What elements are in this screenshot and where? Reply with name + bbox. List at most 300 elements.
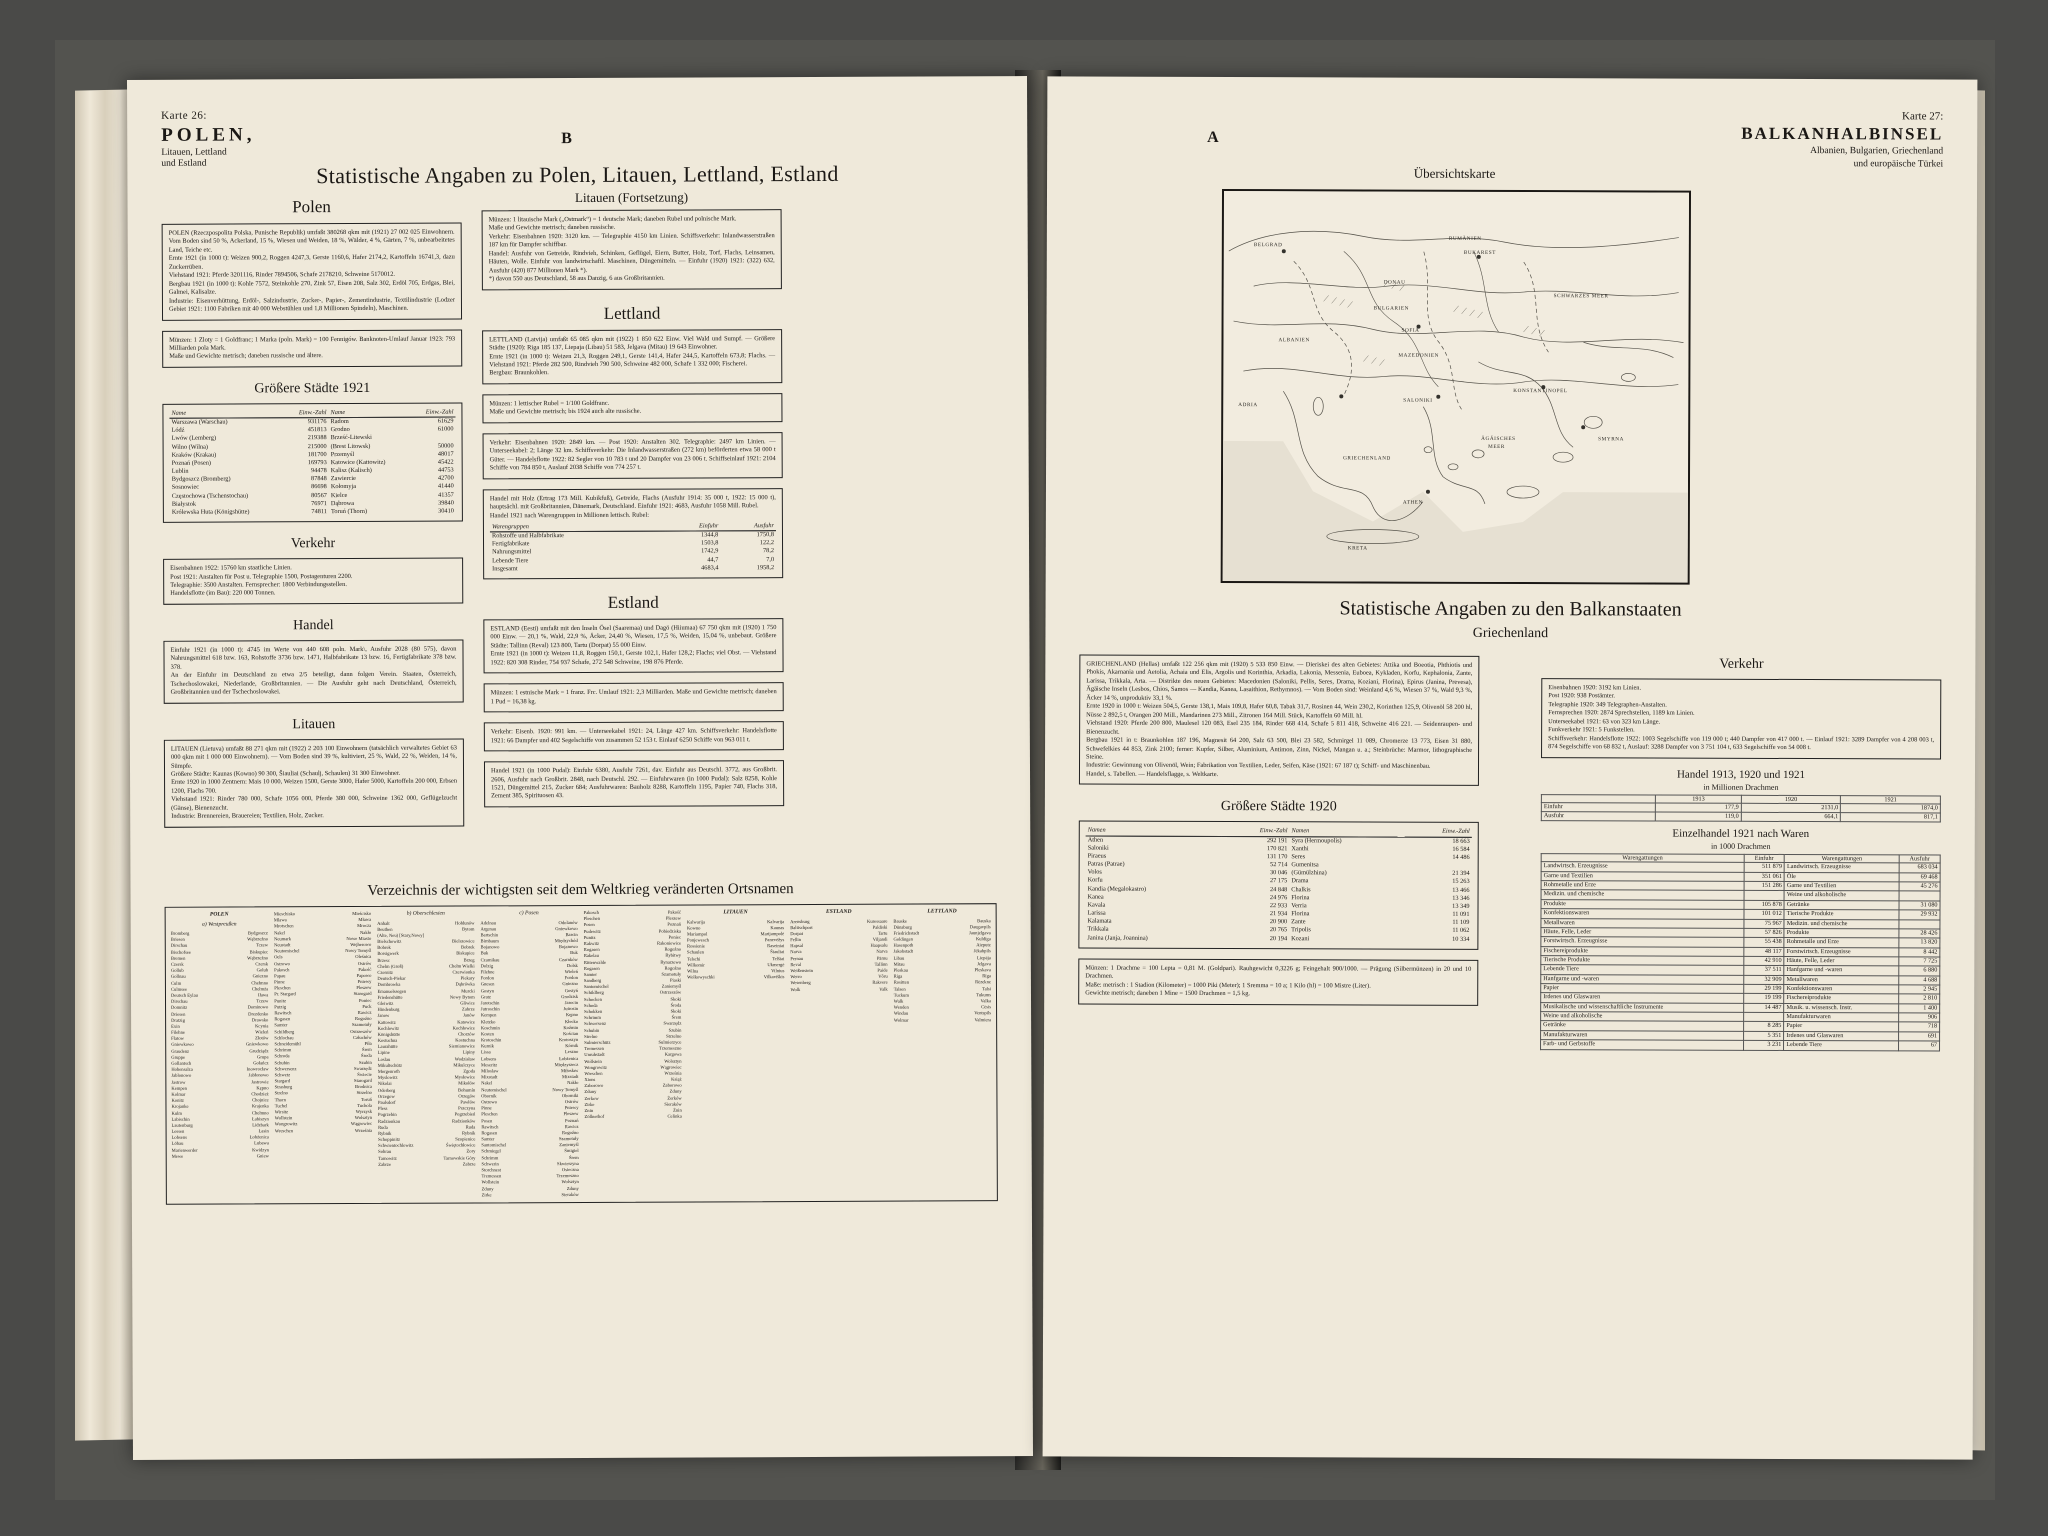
ortsname-new: Chełmża	[251, 986, 269, 992]
ortsname-new: Krajenka	[251, 1103, 269, 1109]
svg-text:BUKAREST: BUKAREST	[1463, 249, 1496, 256]
estland-handel: Handel 1921 (in 1000 Pudal): Einfuhr 6380, Ausfuhr 7261, dav. Einfuhr aus Deutschl. 3772, aus Großbrit. 2606, Ausfuhr nach Großbrit. 2848, nach Deutschl. 292. — Einfuhrwaren (in 1000 Pudal): Salz 8258, Kohle 1521, Düngemittel 215, Zucker 684; Ausfuhrwaren: Bauholz 8288, Kartoffeln 1195, Papier 740, Flachs 318, Zement 385, Spirituosen 43.	[484, 760, 784, 807]
ortsname-old: Nakel	[481, 1080, 493, 1086]
ortsname-new: Valk	[879, 986, 888, 992]
table-cell: Lebende Tiere	[1541, 965, 1744, 975]
ortsname-old: Ruda	[378, 1124, 388, 1130]
ortsname-old: Schrimm	[274, 1047, 292, 1053]
ortsname-old: Lipine	[377, 1050, 390, 1056]
table-cell: 122,2	[759, 539, 775, 547]
ortsname-old: Friedenshütte	[377, 994, 403, 1000]
ortsname-new: Łobżenica	[559, 1055, 579, 1061]
ortsname-new: Orzegów	[458, 1093, 476, 1099]
table-cell: Insgesamt	[492, 565, 518, 573]
ortsname-new: Zaniemyśl	[661, 983, 682, 989]
polen-text: POLEN (Rzeczpospolita Polska, Punische Republik) umfaßt 380268 qkm mit (1921) 27 002 025 Einwohnern. Vom Boden sind 50 %, Ackerland, 15 %, Wiesen und Weiden, 18 %, Wälder, 4 %, Gärten, 7 %, unbearbeitetes Land, Teiche etc. Ernte 1921 (in 1000 t): Weizen 900,2, Roggen 4247,3, Gerste 1160,6, Hafer 2174,2, Kartoffeln 16741,3, dazu Zuckerrüben. Viehstand 1921: Pferde 3201116, Rinder 7894506, Schafe 2178210, Schweine 5170012. Bergbau 1921 (in 1000 t): Kohle 7572, Steinkohle 270, Zink 57, Eisen 208, Salz 302, Erdöl 705, Erdgas, Blei, Galmei, Kalisalze. Industrie: Eisenverhüttung, Erdöl-, Salzindustrie, Zucker-, Papier-, Zementindustrie, Textilindustrie (Lodzer Gebiet 1921: 1100 Fabriken mit 40 000 Webstühlen und 1,8 Millionen Spindeln), Maschinen.	[162, 223, 462, 321]
ortsname-old: Werro	[790, 974, 802, 980]
table-cell: 215000	[307, 442, 327, 450]
table-cell: Irdenes und Glaswaren	[1541, 993, 1744, 1003]
ortsname-old: Kulm	[171, 1110, 182, 1116]
griech-muenzen: Münzen: 1 Drachme = 100 Lepta = 0,81 M. (Goldpari). Rauhgewicht 0,3226 g; Feingehalt 900/1000. — Prägung (Silbermünzen) in 20 und 10 Drachmen. Maße: metrisch : 1 Stadion (Kilometer) = 1000 Piki (Meter); 1 Sremma = 10 a; 1 Kilo (hl) = 100 Mistre (Liter). Gewichte metrisch; daneben 1 Mine = 1500 Drachmen = 1,5 kg.	[1078, 958, 1478, 1005]
ortsname-old: Rogasen	[481, 1130, 498, 1136]
ortsname-new: Radzionków	[452, 1118, 476, 1124]
table-cell: 24 976	[1269, 893, 1288, 901]
ortsname-new: Rēzekne	[975, 979, 991, 985]
ortsname-new: Tuchola	[357, 1102, 372, 1108]
table-cell: Toruń (Thorn)	[330, 507, 368, 516]
table-cell: Weine und alkoholische	[1784, 891, 1899, 901]
ortsname-new: Wolsztyn	[664, 1058, 682, 1064]
ortsname-old: Hapsal	[790, 943, 804, 949]
ortsname-old: Gostyn	[480, 987, 495, 994]
table-cell: Zante	[1291, 918, 1306, 926]
ortsname-old: Goldingen	[893, 936, 913, 942]
table-cell: 29 199	[1743, 984, 1784, 994]
ortsname-new: Ostrzeszów	[350, 1028, 372, 1034]
table-cell: 45 276	[1899, 882, 1940, 892]
ortsnamen-column	[790, 909, 889, 1197]
griech-verkehr-text: Eisenbahnen 1920: 3192 km Linien. Post 1920: 938 Postämter. Telegraphie 1920: 349 Telegraphen-Anstalten. Fernsprechen 1920: 2874 Sprechstellen, 1189 km Linien. Unterseekabel 1921: 63 von 323 km Länge. Funkverkehr 1921: 5 Funkstellen. Schiffsverkehr: Handelsflotte 1922: 1003 Segelschiffe von 119 000 t; 440 Dampfer von 417 000 t. — Einlauf 1921: 3289 Dampfer von 4 208 003 t, 874 Segelschiffe von 68 832 t, Auslauf: 3288 Dampfer von 3 751 104 t, 633 Segelschiffe von 54 008 t.	[1541, 678, 1941, 759]
ortsname-old: Rakwitz	[583, 940, 600, 946]
ortsname-old: Schwientochlowitz	[378, 1143, 414, 1149]
table-cell: 1503,8	[701, 539, 719, 547]
ortsname-new: Grupa	[257, 1054, 269, 1060]
ortsname-old: Samter	[583, 971, 597, 977]
ortsname-old: Hasenpoth	[893, 942, 914, 948]
ortsname-new: Narva	[876, 949, 888, 955]
ortsname-new: Kuldīga	[975, 936, 991, 942]
ortsname-old: Schrimm	[584, 1015, 601, 1021]
ortsname-old: Mixstadt	[481, 1074, 498, 1080]
table-cell: Medizin. und chemische	[1541, 890, 1744, 900]
ortsname-old: Kletzko	[480, 1018, 496, 1024]
ortsname-old: Punitz	[274, 997, 287, 1003]
ortsname-old: Zaborowo	[584, 1083, 604, 1089]
ortsname-old: Weißenstein	[790, 968, 813, 974]
table-cell: 41440	[438, 482, 454, 491]
ortsname-new: Mrocza	[357, 923, 372, 929]
table-cell: 67	[1899, 1041, 1940, 1051]
table-cell: Białystok	[171, 500, 197, 508]
ortsname-new: Poniec	[358, 997, 372, 1003]
table-cell: Landwirtsch. Erzeugnisse	[1784, 863, 1899, 873]
table-cell: Öle	[1784, 872, 1899, 882]
ortsname-old: Tarnowitz	[378, 1155, 397, 1161]
table-cell: 2 945	[1899, 985, 1940, 995]
ortsname-old: Schmiegel	[481, 1148, 501, 1154]
ortsname-new: Pakość	[667, 909, 681, 915]
ortsname-new: Nowy Tomyśl	[552, 1086, 579, 1092]
ortsnamen-group-head: LITAUEN	[723, 909, 748, 916]
gs-col-2: Namen	[1289, 828, 1404, 837]
table-cell: Volos	[1087, 868, 1102, 876]
right-page-header	[1741, 109, 1943, 171]
ortsname-new: Środa	[361, 1053, 372, 1059]
ortsname-new: Celinka	[667, 1113, 682, 1119]
ortsname-new: Mysłowice	[454, 1074, 476, 1080]
table-cell: 13 349	[1452, 902, 1470, 910]
table-cell: 3 231	[1743, 1040, 1784, 1050]
svg-text:GRIECHENLAND: GRIECHENLAND	[1343, 455, 1391, 462]
ortsname-old: Krotoschin	[480, 1037, 502, 1043]
svg-text:RUMÄNIEN: RUMÄNIEN	[1448, 235, 1482, 242]
ortsname-new: Pniewy	[564, 1105, 579, 1111]
right-column-1	[1078, 654, 1479, 1015]
ortsname-old: Xions	[584, 1076, 596, 1083]
ortsname-new: Gniewkowo	[245, 1041, 269, 1047]
ortsname-new: Nowe Miasto	[346, 935, 372, 941]
ortsname-old: Mikultschütz	[377, 1062, 403, 1068]
table-cell: 32 909	[1743, 975, 1784, 985]
ortsname-new: Šiauliai	[770, 949, 785, 955]
table-cell: Sosnowiec	[171, 484, 200, 492]
right-page-subtitle: Albanien, Bulgarien, Griechenland und europäische Türkei	[1810, 146, 1944, 170]
ortsname-old: Wongrowitz	[584, 1064, 607, 1070]
ortsname-old: Santomischel	[583, 984, 609, 990]
ortsname-old: Pr. Stargard	[274, 991, 296, 997]
ortsname-old: Schocken	[583, 996, 602, 1002]
ortsname-new: Puck	[362, 1003, 372, 1009]
ortsname-old: Ponjewesch	[686, 937, 709, 943]
table-cell: Kozani	[1291, 934, 1310, 942]
table-cell: 15 263	[1452, 878, 1470, 886]
right-two-columns	[1077, 654, 1942, 1417]
table-cell: Lebende Tiere	[1784, 1041, 1899, 1051]
ortsname-old: Reval	[790, 961, 802, 967]
table-cell: Saloniki	[1087, 844, 1109, 852]
ortsname-new: Gliwice	[460, 1000, 475, 1006]
ortsname-new: Vilnius	[771, 968, 785, 974]
ortsname-new: Sulmierzyce	[658, 1039, 682, 1045]
ortsname-old: Mitau	[893, 961, 905, 967]
table-cell: Grodno	[330, 426, 350, 434]
svg-text:ADRIA: ADRIA	[1238, 402, 1258, 409]
ortsname-old: Tremessen	[584, 1046, 604, 1052]
ortsname-old: Dorpat	[790, 930, 804, 937]
ortsname-old: Dirschau	[171, 998, 188, 1004]
table-cell: Garne und Textilien	[1541, 871, 1744, 881]
ortsname-old: Königshütte	[377, 1031, 401, 1037]
ortsname-new: Ostrów	[357, 960, 372, 966]
ortsname-new: Swarzędz	[353, 1065, 372, 1071]
gs-col-0: Namen	[1086, 827, 1222, 836]
gs-col-3: Einw.-Zahl	[1404, 828, 1471, 837]
ortsname-old: Myslowitz	[377, 1075, 398, 1081]
right-page	[1043, 76, 1978, 1459]
table-cell: Wilno (Wilna)	[171, 443, 209, 451]
ortsname-new: Miłosław	[560, 1068, 579, 1074]
table-cell: Konfektionswaren	[1541, 909, 1744, 919]
table-cell: Fischereiprodukte	[1541, 946, 1744, 956]
ortsname-old: Arensburg	[790, 918, 810, 924]
table-cell: 18 663	[1452, 837, 1470, 845]
ortsname-new: Kostuchna	[455, 1037, 475, 1043]
ortsname-old: Briesen	[170, 937, 185, 943]
ortsname-new: Paide	[877, 967, 888, 973]
svg-text:KRETA: KRETA	[1347, 545, 1368, 552]
left-two-columns	[161, 180, 998, 1424]
heading-handel: Handel	[293, 618, 334, 634]
ortsname-new: Wolsztyn	[561, 1179, 579, 1185]
table-cell: 42 910	[1743, 956, 1784, 966]
table-cell: Rohstoffe und Halbfabrikate	[491, 532, 564, 540]
ortsname-old: Pinne	[274, 979, 285, 985]
ortsname-old: Pudewitz	[583, 928, 601, 934]
table-cell: 170 821	[1266, 844, 1288, 852]
ortsname-new: Gostyń	[564, 987, 578, 993]
ortsname-new: Wolsztyn	[354, 1115, 373, 1121]
ortsname-new: Cēsis	[981, 1004, 992, 1010]
table-cell: 74811	[311, 508, 327, 516]
heading-griech-verkehr: Verkehr	[1719, 656, 1764, 672]
table-cell: Florina	[1291, 910, 1310, 918]
table-cell: 76971	[311, 499, 327, 507]
table-cell: 817,1	[1841, 813, 1941, 823]
ortsname-new: Ostrów	[564, 1098, 579, 1105]
ortsname-old: Oderberg	[377, 1087, 396, 1093]
table-cell: Rohmetalle und Erze	[1784, 938, 1899, 948]
table-cell: 31 080	[1899, 901, 1940, 911]
ortsname-new: Kaunas	[770, 924, 785, 930]
lettland-muenzen: Münzen: 1 lettischer Rubel = 1/100 Goldfranc. Maße und Gewichte metrisch; bis 1924 auch alte russische.	[482, 393, 782, 423]
ortsname-new: Żerków	[667, 1095, 682, 1101]
ortsname-old: Papau	[274, 973, 286, 979]
ortsname-new: Mixstadt	[561, 1074, 579, 1080]
ortsname-old: Rawitsch	[274, 1010, 292, 1016]
ortsname-new: Golub	[256, 967, 269, 973]
table-cell: 50000	[437, 442, 454, 450]
ortsname-old: Dünaburg	[893, 924, 912, 930]
ortsname-new: Grodzisk	[561, 993, 579, 999]
table-cell: Rohmetalle und Erze	[1541, 881, 1744, 891]
ortsname-new: Mikołów	[458, 1080, 476, 1086]
ortsname-new: Odolanów	[558, 919, 578, 925]
ortsname-new: Kalvarija	[767, 918, 785, 924]
ortsnamen-section	[164, 866, 997, 1205]
table-cell: 24 848	[1269, 885, 1288, 893]
ortsname-new: Daugavpils	[969, 923, 991, 930]
lettland-handel-text: Handel mit Holz (Ertrag 173 Mill. Kubikfuß), Getreide, Flachs (Ausfuhr 1914: 35 000 t, 1922: 15 000 t), hauptsächl. mit Großbritannien, Dänemark, Deutschland. Einfuhr 1921: 4683, Ausfuhr 1058 Mill. Rubel. Handel 1921 nach Warengruppen in Millionen lettisch. Rubel:	[489, 493, 776, 519]
ortsname-old: Lautenburg	[171, 1122, 193, 1128]
lh-col-2: Ausfuhr	[720, 522, 776, 531]
ortsname-new: Liepāja	[977, 954, 991, 960]
ortsname-old: Beuthen	[377, 926, 393, 932]
table-cell: 21 394	[1452, 870, 1470, 878]
ortsnamen-column	[377, 910, 476, 1198]
ortsname-new: Śrem	[671, 1014, 682, 1020]
table-cell: 6 880	[1899, 966, 1940, 976]
ortsname-old: Rogasen	[583, 947, 600, 953]
svg-text:BELGRAD: BELGRAD	[1253, 242, 1283, 249]
table-header-cell: 1913	[1656, 795, 1742, 803]
left-page-stack	[75, 89, 135, 1440]
table-cell: 80567	[311, 491, 327, 499]
ortsname-old: Wollstein	[274, 1115, 293, 1121]
ortsname-old: Riga	[893, 973, 903, 979]
table-cell: 30 046	[1270, 869, 1288, 877]
table-cell: 131 170	[1266, 853, 1288, 861]
ortsname-new: Szamotuły	[661, 971, 682, 977]
ortsname-old: Orzegow	[377, 1093, 395, 1099]
ortsname-old: Wreschen	[584, 1070, 603, 1076]
table-cell: 1874,0	[1841, 803, 1941, 813]
ortsnamen-column	[171, 911, 270, 1199]
ortsname-new: Murcki	[461, 988, 475, 994]
ortsname-old: Kattowitz	[377, 1019, 396, 1025]
ortsname-new: Gniewkowo	[555, 925, 578, 931]
ortsname-old: Argenau	[480, 926, 497, 932]
ortsname-old: Janow	[377, 1013, 390, 1019]
table-cell: 30410	[438, 507, 454, 515]
table-cell: Kanea	[1087, 893, 1104, 901]
table-cell: 13 346	[1452, 894, 1470, 902]
ortsname-new: Bytom	[461, 926, 475, 932]
ortsname-old: Pleschen	[481, 1111, 498, 1117]
ortsname-new: Skoki	[670, 1008, 682, 1014]
ortsname-new: Szubin	[668, 1027, 682, 1033]
table-cell: Korfu	[1087, 876, 1103, 884]
ortsname-new: Poniec	[668, 934, 681, 940]
table-cell: 11 109	[1452, 919, 1470, 927]
ortsname-old: Kowno	[686, 925, 701, 931]
ortsname-new: Ukmergė	[767, 961, 785, 968]
ortsnamen-column	[687, 909, 786, 1197]
ortsname-old: Mrotschen	[273, 923, 294, 929]
heading-verkehr: Verkehr	[290, 536, 336, 552]
heading-griech-staedte: Größere Städte 1920	[1220, 799, 1337, 815]
ortsname-old: Lobsens	[481, 1056, 497, 1062]
ortsname-old: Mewe	[171, 1153, 184, 1159]
ortsname-old: Czersk	[170, 961, 184, 967]
ortsname-new: Valmiera	[974, 1016, 992, 1022]
ortsname-old: Marienwerder	[171, 1147, 198, 1153]
ortsname-old: Chelm (Groß)	[377, 963, 404, 969]
ortsname-new: Żory	[466, 1148, 476, 1154]
ortsname-new: Marijampolė	[760, 931, 785, 937]
ortsname-new: Rynarzewo	[660, 959, 682, 965]
table-cell: Kalamata	[1087, 917, 1112, 925]
estland-muenzen: Münzen: 1 estnische Mark = 1 franz. Frc. Umlauf 1921: 2,3 Milliarden. Maße und Gewichte metrisch; daneben 1 Pud = 16,38 kg.	[484, 682, 784, 712]
einzelhandel-table	[1540, 853, 1941, 1051]
ortsname-new: Zabrze	[462, 1161, 476, 1167]
ortsname-new: Rybnik	[461, 1130, 476, 1136]
ortsname-new: Książ	[671, 1076, 682, 1082]
ortsname-old: Obornik	[481, 1093, 497, 1099]
ortsname-old: Kempen	[480, 1012, 497, 1018]
ortsname-new: Szamotuły	[351, 1022, 372, 1028]
table-cell: Produkte	[1784, 928, 1899, 938]
table-cell: Häute, Felle, Leder	[1541, 927, 1744, 937]
ortsname-old: Posen	[583, 922, 595, 928]
heading-polen: Polen	[292, 197, 331, 217]
ortsname-old: Bartschin	[480, 932, 499, 938]
table-cell: 78,2	[763, 547, 775, 555]
col-einw-1: Einw.-Zahl	[284, 409, 329, 418]
ortsname-old: Gollnau	[170, 974, 186, 980]
ortsname-new: Brodnica	[355, 1084, 372, 1090]
ortsname-new: Pniewy	[357, 978, 372, 985]
table-cell: 2 810	[1899, 994, 1940, 1004]
table-cell: Gumenitsa	[1291, 861, 1319, 869]
ortsname-new: Chojnice	[252, 1097, 269, 1103]
ortsname-new: Czarnków	[558, 956, 578, 962]
ortsname-old: Miloslaw	[481, 1068, 499, 1074]
ortsname-new: Wągrowiec	[350, 1121, 373, 1127]
ortsname-old: Adelnau	[480, 919, 496, 925]
table-cell: 2131,0	[1741, 803, 1841, 813]
table-cell: Manufakturwaren	[1541, 1030, 1744, 1040]
table-cell: Kołomyja	[330, 483, 357, 491]
ortsname-new: Inowrocław	[246, 1066, 269, 1072]
table-cell: Metallwaren	[1541, 918, 1744, 928]
table-cell: 14 487	[1743, 1003, 1784, 1013]
ortsname-new: Pakość	[358, 966, 372, 972]
ortsname-new: Zgoda	[463, 1068, 476, 1074]
ortsname-new: Paldiski	[872, 924, 888, 930]
ortsnamen-pair	[275, 1127, 372, 1134]
table-cell: 41357	[438, 491, 454, 499]
staedte-table	[169, 408, 455, 516]
ortsname-old: Gollantsch	[171, 1060, 192, 1066]
table-cell: 44,7	[707, 556, 719, 564]
ortsname-new: Iława	[258, 992, 269, 998]
ortsname-new: Chełmno	[251, 1109, 269, 1115]
table-cell: Kielce	[330, 491, 348, 499]
table-cell: 11 062	[1452, 927, 1470, 935]
table-cell: Larissa	[1087, 909, 1106, 917]
ortsname-old: Bojanowo	[480, 944, 500, 950]
table-cell: 7 725	[1899, 957, 1940, 967]
svg-text:KONSTANTINOPEL: KONSTANTINOPEL	[1513, 388, 1568, 395]
lettland-text: LETTLAND (Latvija) umfaßt 65 085 qkm mit (1922) 1 850 622 Einw. Viel Wald und Sumpf. — Größere Städte (1920): Riga 185 137, Liepaja (Libau) 51 583, Jelgava (Mitau) 19 643 Einwohner. Ernte 1921 (in 1000 t): Weizen 21,3, Roggen 249,1, Gerste 141,4, Hafer 244,5, Kartoffeln 673,8; Flachs. — Viehstand 1921: Pferde 282 500, Rindvieh 790 500, Schweine 482 000, Schafe 1 332 000; Fischerei. Bergbau: Braunkohlen.	[482, 329, 782, 385]
ortsname-new: Bauska	[977, 917, 991, 923]
ortsname-old: Hindenburg	[377, 1006, 400, 1013]
table-header-cell: Ausfuhr	[1899, 855, 1940, 863]
table-cell: Konfektionswaren	[1784, 984, 1899, 994]
ortsname-old: Lessen	[171, 1128, 185, 1134]
table-cell: 718	[1899, 1022, 1940, 1032]
table-cell: Hanfgarne und -waren	[1784, 966, 1899, 976]
ortsname-new: Telšiai	[772, 955, 785, 961]
polen-muenzen: Münzen: 1 Zloty = 1 Goldfranc; 1 Marka (poln. Mark) = 100 Fennigów. Banknoten-Umlauf Januar 1923: 793 Milliarden pola Mark. Maße und Gewichte metrisch; daneben russische und ältere.	[162, 329, 462, 368]
ortsname-new: Rogoźno	[664, 946, 682, 952]
table-cell: 169793	[307, 459, 327, 467]
left-folio: B	[561, 130, 572, 148]
table-cell: 61629	[437, 417, 454, 425]
ortsname-old: Neustadt	[274, 942, 291, 948]
ortsname-old: Kempen	[171, 1085, 187, 1091]
ortsname-old: Rakelau	[583, 953, 599, 959]
ortsname-new: Aizpute	[976, 942, 991, 948]
ortsname-old: Rogasen	[274, 1016, 291, 1022]
table-cell: 119,0	[1656, 812, 1742, 822]
ortsname-new: Starogard	[353, 1077, 372, 1084]
ortsname-new: Drawsko	[251, 1017, 269, 1023]
table-cell: Nahrungsmittel	[492, 548, 532, 556]
table-cell: Verria	[1291, 902, 1307, 910]
ortsname-old: Kalwarija	[686, 919, 706, 925]
ortsnamen-group-head: ESTLAND	[825, 908, 852, 915]
ortsname-new: Wągrowiec	[660, 1064, 682, 1070]
table-cell	[1744, 891, 1785, 901]
table-cell: 7,0	[766, 555, 775, 563]
table-cell: Weine und alkoholische	[1541, 1012, 1744, 1022]
ortsname-new: Tczew	[256, 998, 269, 1004]
table-cell: 87848	[311, 475, 327, 483]
table-header-cell: Warengattungen	[1784, 855, 1899, 863]
ortsname-old: Sandberg	[583, 977, 602, 984]
ortsname-old: Rossienie	[687, 943, 705, 949]
